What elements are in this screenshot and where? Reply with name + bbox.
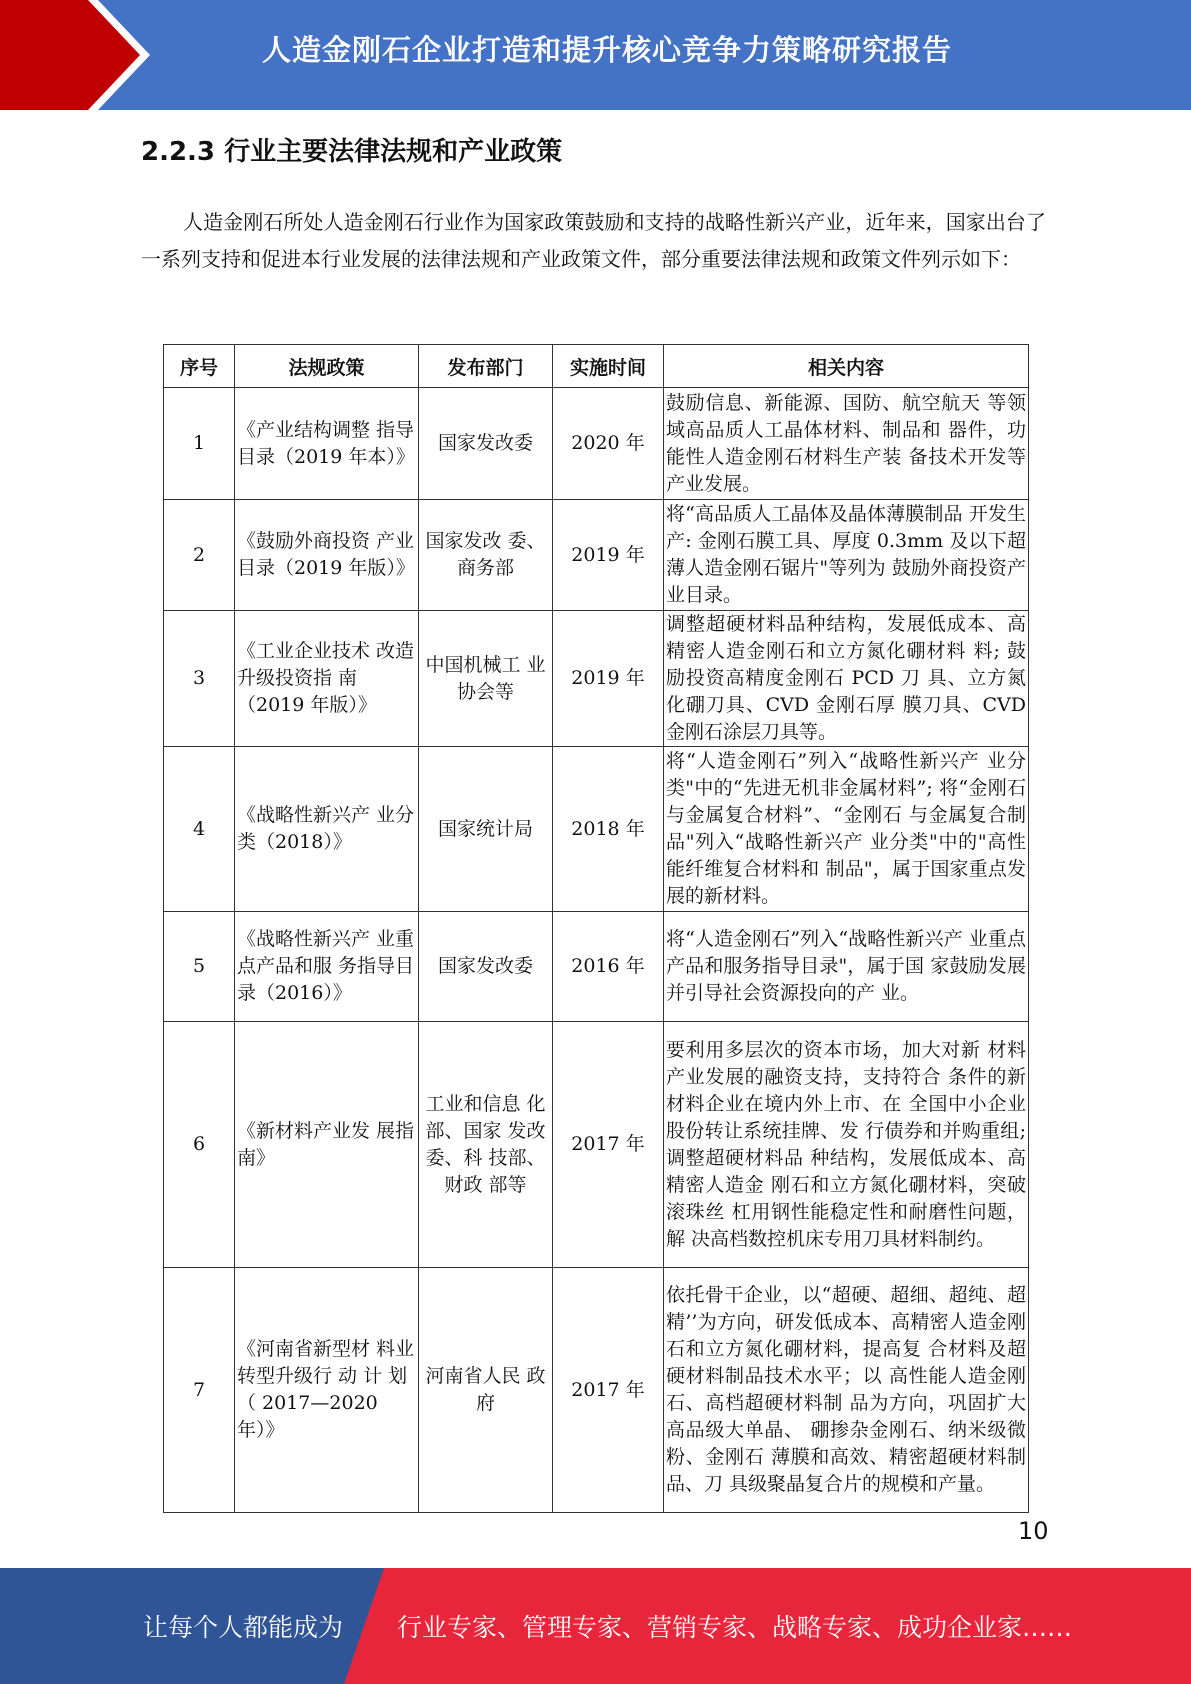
table-header-row — [164, 345, 1029, 388]
row-time: 2019 年 — [553, 500, 664, 611]
row-policy: 《战略性新兴产 业分类（2018）》 — [235, 747, 419, 912]
row-dept: 工业和信息 化部、国家 发改委、科 技部、财政 部等 — [419, 1022, 553, 1268]
row-no: 1 — [164, 388, 235, 500]
row-content: 调整超硬材料品种结构，发展低成本、高精密人造金刚石和立方氮化硼材料 料; 鼓励投资高精度金刚石 PCD 刀 具、立方氮化硼刀具、CVD 金刚石厚 膜刀具、CVD 金刚石涂层刀具等。 — [664, 611, 1029, 747]
header-title: 人造金刚石企业打造和提升核心竞争力策略研究报告 — [262, 33, 953, 67]
row-no: 5 — [164, 912, 235, 1022]
row-content: 要利用多层次的资本市场，加大对新 材料产业发展的融资支持，支持符合 条件的新材料企业在境内外上市、在 全国中小企业股份转让系统挂牌、发 行债券和并购重组; 调整超硬材料品 种结构，发展低成本、高精密人造金 刚石和立方氮化硼材料，突破滚珠丝 杠用钢性能稳定性和耐磨性问题，解 决高档数控机床专用刀具材料制约。 — [664, 1022, 1029, 1268]
row-time: 2020 年 — [553, 388, 664, 500]
row-time: 2017 年 — [553, 1022, 664, 1268]
table-row — [164, 388, 1029, 500]
row-dept: 国家统计局 — [419, 747, 553, 912]
row-time: 2016 年 — [553, 912, 664, 1022]
row-dept: 国家发改委 — [419, 388, 553, 500]
section-title: 2.2.3 行业主要法律法规和产业政策 — [141, 137, 563, 167]
row-time: 2017 年 — [553, 1268, 664, 1513]
page-footer — [0, 1568, 1191, 1684]
row-dept: 中国机械工 业协会等 — [419, 611, 553, 747]
row-content: 将“高品质人工晶体及晶体薄膜制品 开发生产: 金刚石膜工具、厚度 0.3mm 及以下超薄人造金刚石锯片"等列为 鼓励外商投资产业目录。 — [664, 500, 1029, 611]
header-policy: 法规政策 — [235, 345, 419, 388]
row-content: 将“人造金刚石”列入“战略性新兴产 业重点产品和服务指导目录"，属于国 家鼓励发展并引导社会资源投向的产 业。 — [664, 912, 1029, 1022]
row-no: 3 — [164, 611, 235, 747]
row-policy: 《产业结构调整 指导目录（2019 年本）》 — [235, 388, 419, 500]
row-policy: 《战略性新兴产 业重点产品和服 务指导目录（2016）》 — [235, 912, 419, 1022]
header-no: 序号 — [164, 345, 235, 388]
table-row — [164, 611, 1029, 747]
table-row — [164, 912, 1029, 1022]
row-content: 鼓励信息、新能源、国防、航空航天 等领域高品质人工晶体材料、制品和 器件，功能性人造金刚石材料生产装 备技术开发等产业发展。 — [664, 388, 1029, 500]
header-dept: 发布部门 — [419, 345, 553, 388]
row-no: 7 — [164, 1268, 235, 1513]
row-no: 4 — [164, 747, 235, 912]
footer-slogan-right: 行业专家、管理专家、营销专家、战略专家、成功企业家…… — [397, 1613, 1073, 1642]
page-header — [0, 0, 1191, 110]
header-time: 实施时间 — [553, 345, 664, 388]
row-content: 依托骨干企业，以“超硬、超细、超纯、超精’’为方向，研发低成本、高精密人造金刚石和立方氮化硼材料，提高复 合材料及超硬材料制品技术水平；以 高性能人造金刚石、高档超硬材料制 品为方向，巩固扩大高品级大单晶、 硼掺杂金刚石、纳米级微粉、金刚石 薄膜和高效、精密超硬材料制品、刀 具级聚晶复合片的规模和产量。 — [664, 1268, 1029, 1513]
row-policy: 《工业企业技术 改造升级投资指 南（2019 年版）》 — [235, 611, 419, 747]
table-row — [164, 747, 1029, 912]
row-policy: 《新材料产业发 展指南》 — [235, 1022, 419, 1268]
row-dept: 国家发改委 — [419, 912, 553, 1022]
row-time: 2018 年 — [553, 747, 664, 912]
row-no: 6 — [164, 1022, 235, 1268]
table-row — [164, 500, 1029, 611]
row-policy: 《鼓励外商投资 产业目录（2019 年版）》 — [235, 500, 419, 611]
row-policy: 《河南省新型材 料业转型升级行 动 计 划 （ 2017—2020 年）》 — [235, 1268, 419, 1513]
footer-slogan-left: 让每个人都能成为 — [143, 1613, 344, 1642]
row-time: 2019 年 — [553, 611, 664, 747]
row-content: 将“人造金刚石”列入“战略性新兴产 业分类"中的“先进无机非金属材料”; 将“金刚石与金属复合材料”、“金刚石 与金属复合制品"列入“战略性新兴产 业分类"中的"高性能纤维复合材料和 制品"，属于国家重点发展的新材料。 — [664, 747, 1029, 912]
row-no: 2 — [164, 500, 235, 611]
table-row — [164, 1022, 1029, 1268]
header-content: 相关内容 — [664, 345, 1029, 388]
header-arrow-decoration — [0, 0, 160, 110]
page-number: 10 — [1018, 1517, 1049, 1545]
row-dept: 河南省人民 政府 — [419, 1268, 553, 1513]
row-dept: 国家发改 委、商务部 — [419, 500, 553, 611]
policy-table — [163, 344, 1029, 1513]
intro-paragraph: 人造金刚石所处人造金刚石行业作为国家政策鼓励和支持的战略性新兴产业，近年来，国家出台了一系列支持和促进本行业发展的法律法规和产业政策文件，部分重要法律法规和政策文件列示如下： — [141, 210, 1046, 271]
table-row — [164, 1268, 1029, 1513]
